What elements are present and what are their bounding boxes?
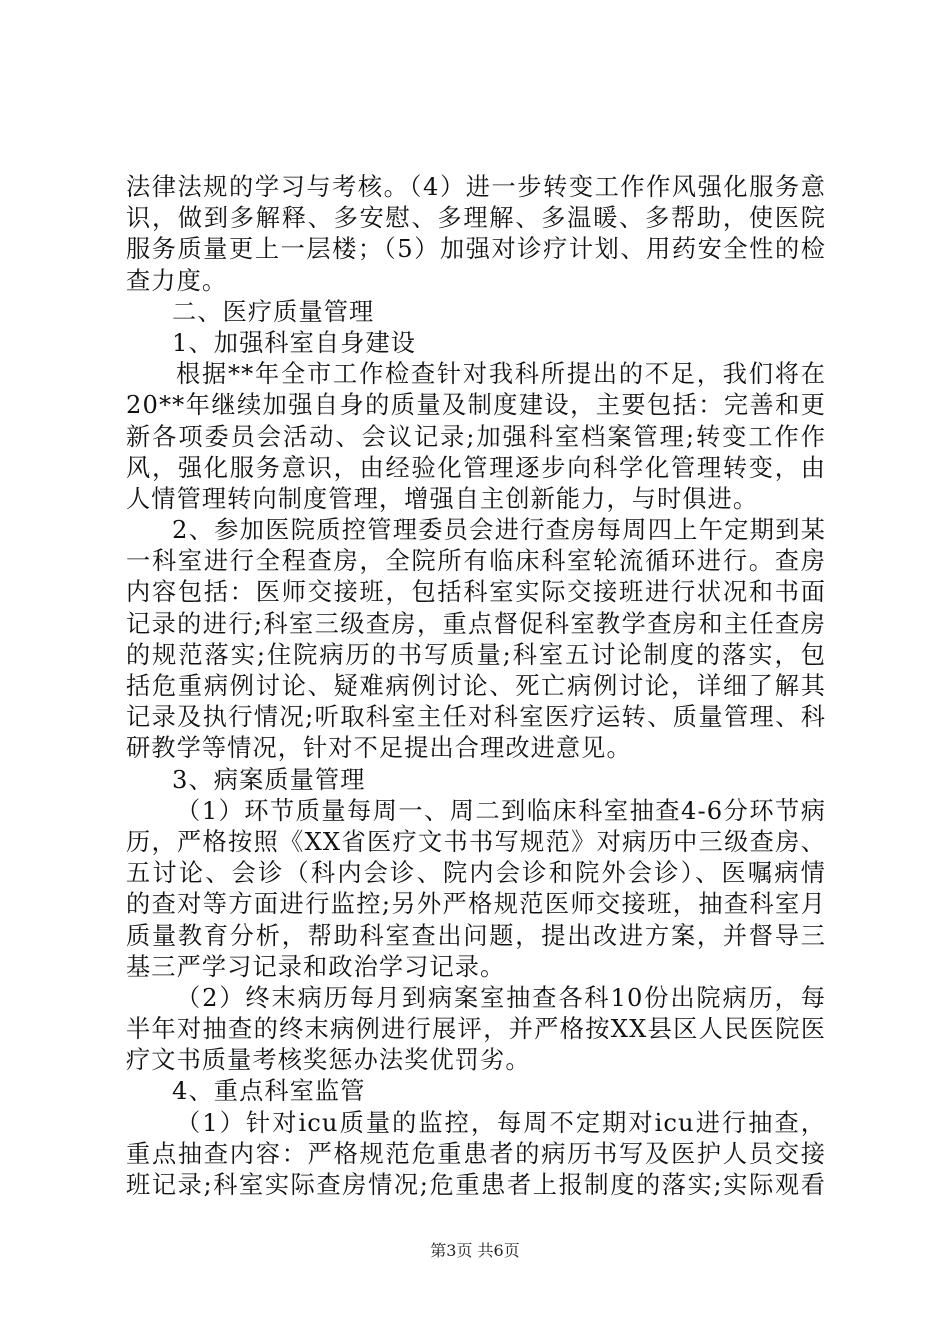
text-line: 4、重点科室监管 xyxy=(172,1077,366,1106)
text-line: 括危重病例讨论、疑难病例讨论、死亡病例讨论，详细了解其 xyxy=(126,672,826,700)
text-line: 一科室进行全程查房，全院所有临床科室轮流循环进行。查房 xyxy=(126,547,826,576)
page-footer: 第3页 共6页 xyxy=(430,1241,520,1260)
text-line: 法律法规的学习与考核。（4）进一步转变工作作风强化服务意 xyxy=(126,173,826,201)
text-line: 记录及执行情况;听取科室主任对科室医疗运转、质量管理、科 xyxy=(126,703,826,732)
text-line: 基三严学习记录和政治学习记录。 xyxy=(126,952,506,981)
text-line: 识，做到多解释、多安慰、多理解、多温暖、多帮助，使医院 xyxy=(126,204,826,233)
text-line: 研教学等情况，针对不足提出合理改进意见。 xyxy=(126,734,632,763)
text-line: 重点抽查内容：严格规范危重患者的病历书写及医护人员交接 xyxy=(126,1139,826,1168)
text-line: （1）针对icu质量的监控，每周不定期对icu进行抽查， xyxy=(176,1108,826,1137)
text-line: 根据**年全市工作检查针对我科所提出的不足，我们将在 xyxy=(176,360,826,389)
text-line: 查力度。 xyxy=(126,266,228,295)
text-line: 二、医疗质量管理 xyxy=(172,297,375,326)
text-line: 3、病案质量管理 xyxy=(172,765,366,794)
document-body xyxy=(126,172,826,1201)
text-line: 人情管理转向制度管理，增强自主创新能力，与时俱进。 xyxy=(126,484,759,513)
text-line: 服务质量更上一层楼；（5）加强对诊疗计划、用药安全性的检 xyxy=(126,235,826,264)
text-line: （2）终末病历每月到病案室抽查各科10份出院病历，每 xyxy=(176,983,826,1012)
text-line: 五讨论、会诊（科内会诊、院内会诊和院外会诊）、医嘱病情 xyxy=(126,859,826,888)
text-line: 质量教育分析，帮助科室查出问题，提出改进方案，并督导三 xyxy=(126,921,826,950)
text-line: 疗文书质量考核奖惩办法奖优罚劣。 xyxy=(126,1046,531,1075)
text-line: 20**年继续加强自身的质量及制度建设，主要包括：完善和更 xyxy=(126,391,826,420)
text-line: 历，严格按照《XX省医疗文书书写规范》对病历中三级查房、 xyxy=(126,827,826,856)
text-line: 内容包括：医师交接班，包括科室实际交接班进行状况和书面 xyxy=(126,578,826,607)
text-line: 的规范落实;住院病历的书写质量;科室五讨论制度的落实，包 xyxy=(126,640,826,669)
text-line: 1、加强科室自身建设 xyxy=(172,328,417,357)
text-line: 新各项委员会活动、会议记录;加强科室档案管理;转变工作作 xyxy=(126,422,826,451)
text-line: 班记录;科室实际查房情况;危重患者上报制度的落实;实际观看 xyxy=(126,1171,826,1199)
text-line: （1）环节质量每周一、周二到临床科室抽查4-6分环节病 xyxy=(176,796,826,825)
text-line: 的查对等方面进行监控;另外严格规范医师交接班，抽查科室月 xyxy=(126,890,826,919)
text-line: 2、参加医院质控管理委员会进行查房每周四上午定期到某 xyxy=(172,516,826,545)
text-line: 半年对抽查的终末病例进行展评，并严格按XX县区人民医院医 xyxy=(126,1015,826,1044)
text-line: 风，强化服务意识，由经验化管理逐步向科学化管理转变，由 xyxy=(126,453,826,482)
text-line: 记录的进行;科室三级查房，重点督促科室教学查房和主任查房 xyxy=(126,609,826,638)
